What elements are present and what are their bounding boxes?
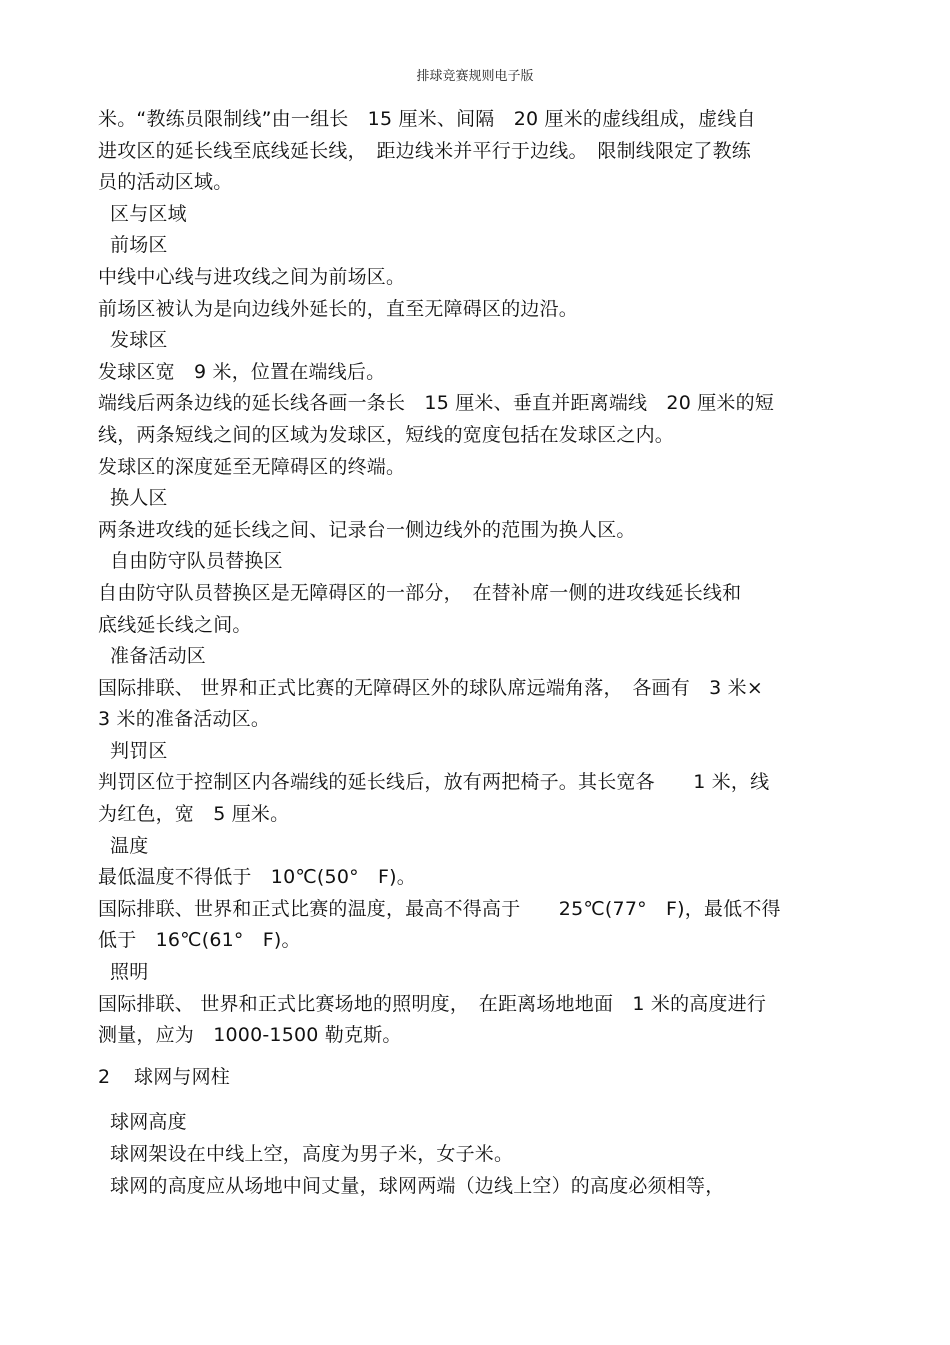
section-paragraphs — [98, 1107, 838, 1202]
text-line: 发球区宽 9 米，位置在端线后。 — [98, 360, 386, 383]
text-line: 国际排联、 世界和正式比赛场地的照明度， 在距离场地地面 1 米的高度进行 — [98, 992, 767, 1015]
text-line: 最低温度不得低于 10℃(50° F)。 — [98, 866, 416, 889]
text-line: 前场区被认为是向边线外延长的，直至无障碍区的边沿。 — [98, 297, 579, 320]
section-title: 球网与网柱 — [134, 1065, 231, 1088]
text-line: 判罚区位于控制区内各端线的延长线后，放有两把椅子。其长宽各 1 米，线 — [98, 771, 770, 794]
text-line: 中线中心线与进攻线之间为前场区。 — [98, 265, 406, 288]
document-body — [98, 104, 838, 1202]
subheading-line: 换人区 — [110, 487, 168, 510]
text-line: 为红色，宽 5 厘米。 — [98, 803, 290, 826]
subheading-line: 判罚区 — [110, 739, 168, 762]
text-line: 员的活动区域。 — [98, 171, 233, 194]
text-line: 国际排联、世界和正式比赛的温度，最高不得高于 25℃(77° F)，最低不得 — [98, 897, 781, 920]
section-heading — [98, 1062, 838, 1094]
text-line: 3 米的准备活动区。 — [98, 708, 271, 731]
subheading-line: 准备活动区 — [110, 645, 207, 668]
text-line: 发球区的深度延至无障碍区的终端。 — [98, 455, 406, 478]
text-line: 进攻区的延长线至底线延长线， 距边线米并平行于边线。 限制线限定了教练 — [98, 139, 752, 162]
subheading-line: 区与区域 — [110, 202, 187, 225]
text-line: 两条进攻线的延长线之间、记录台一侧边线外的范围为换人区。 — [98, 518, 636, 541]
page-header: 排球竞赛规则电子版 — [416, 69, 534, 84]
text-line: 自由防守队员替换区是无障碍区的一部分， 在替补席一侧的进攻线延长线和 — [98, 581, 742, 604]
subheading-line: 照明 — [110, 961, 149, 984]
text-line: 端线后两条边线的延长线各画一条长 15 厘米、垂直并距离端线 20 厘米的短 — [98, 392, 775, 415]
subheading-line: 球网架设在中线上空，高度为男子米，女子米。 — [110, 1143, 514, 1165]
text-line: 线，两条短线之间的区域为发球区，短线的宽度包括在发球区之内。 — [98, 423, 675, 446]
subheading-line: 发球区 — [110, 329, 168, 352]
subheading-line: 球网高度 — [110, 1111, 187, 1134]
subheading-line: 自由防守队员替换区 — [110, 550, 283, 573]
body-paragraphs — [98, 104, 838, 1052]
text-line: 低于 16℃(61° F)。 — [98, 929, 301, 952]
section-number: 2 — [98, 1065, 111, 1088]
subheading-line: 球网的高度应从场地中间丈量，球网两端（边线上空）的高度必须相等， — [110, 1174, 725, 1197]
text-line: 米。“教练员限制线”由一组长 15 厘米、间隔 20 厘米的虚线组成，虚线自 — [98, 108, 756, 130]
text-line: 国际排联、 世界和正式比赛的无障碍区外的球队席远端角落， 各画有 3 米× — [98, 676, 763, 699]
text-line: 测量，应为 1000-1500 勒克斯。 — [98, 1024, 402, 1047]
subheading-line: 前场区 — [110, 234, 168, 257]
text-line: 底线延长线之间。 — [98, 613, 252, 636]
subheading-line: 温度 — [110, 834, 149, 857]
